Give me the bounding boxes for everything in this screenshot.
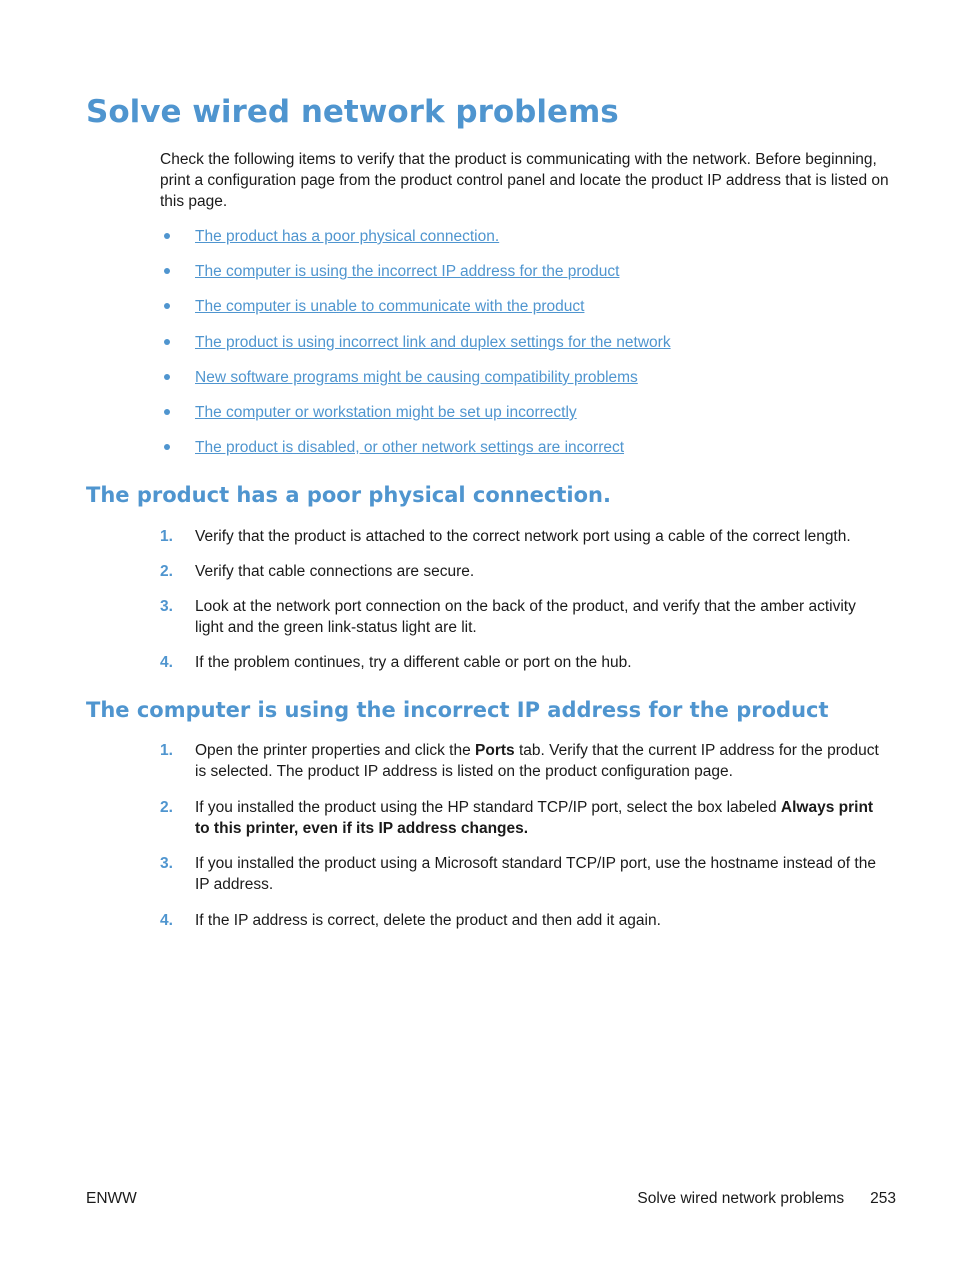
- step-text: If you installed the product using a Microsoft standard TCP/IP port, use the hostname instead of the IP address.: [195, 855, 876, 893]
- page-title: Solve wired network problems: [86, 94, 619, 130]
- bullet-icon: [164, 303, 170, 309]
- step-number: 3.: [160, 855, 173, 872]
- step-text-part: Open the printer properties and click the: [195, 742, 476, 759]
- bullet-icon: [164, 374, 170, 380]
- bullet-icon: [164, 233, 170, 239]
- step-text: Look at the network port connection on the back of the product, and verify that the amber activity light and the green link-status light are lit.: [195, 598, 856, 636]
- link-poor-physical-connection[interactable]: The product has a poor physical connection.: [195, 228, 500, 245]
- footer-section-title: Solve wired network problems: [637, 1190, 845, 1207]
- list-item: [160, 437, 900, 472]
- list-item: [160, 226, 900, 261]
- step-item: [160, 910, 880, 931]
- section-heading-incorrect-ip: The computer is using the incorrect IP address for the product: [86, 698, 829, 722]
- step-number: 1.: [160, 742, 173, 759]
- list-item: [160, 296, 900, 331]
- page-number: 253: [870, 1190, 896, 1207]
- step-number: 1.: [160, 528, 173, 545]
- list-item: [160, 332, 900, 367]
- step-text: Verify that the product is attached to the correct network port using a cable of the correct length.: [195, 528, 851, 545]
- footer-left-label: ENWW: [86, 1190, 137, 1207]
- bullet-icon: [164, 444, 170, 450]
- step-text: If the IP address is correct, delete the product and then add it again.: [195, 911, 661, 929]
- step-text: If the problem continues, try a different cable or port on the hub.: [195, 654, 632, 671]
- step-text: Verify that cable connections are secure.: [195, 563, 475, 580]
- link-link-duplex-settings[interactable]: The product is using incorrect link and duplex settings for the network: [195, 333, 671, 351]
- topic-link-list: [160, 226, 900, 472]
- always-print-option-label: Always print to this printer, even if its IP address changes.: [195, 798, 874, 837]
- list-item: [160, 402, 900, 437]
- incorrect-ip-steps: [160, 740, 880, 945]
- footer-right: [637, 1188, 896, 1209]
- step-number: 4.: [160, 654, 173, 671]
- bullet-icon: [164, 409, 170, 415]
- step-number: 3.: [160, 598, 173, 615]
- step-item: [160, 652, 880, 673]
- step-text: [195, 799, 873, 837]
- step-item: [160, 853, 880, 895]
- step-number: 2.: [160, 563, 173, 580]
- step-text: [195, 742, 879, 780]
- step-number: 4.: [160, 911, 173, 929]
- link-software-compatibility[interactable]: New software programs might be causing compatibility problems: [195, 368, 638, 386]
- step-item: [160, 561, 880, 582]
- step-item: [160, 797, 880, 839]
- step-text-part: tab. Verify that the current IP address for the product is selected. The product IP address is listed on the product configuration page.: [195, 742, 879, 780]
- step-item: [160, 596, 880, 638]
- step-item: [160, 740, 880, 782]
- ports-tab-label: Ports: [475, 742, 515, 759]
- step-item: [160, 526, 880, 547]
- bullet-icon: [164, 268, 170, 274]
- list-item: [160, 367, 900, 402]
- step-number: 2.: [160, 798, 173, 816]
- section-heading-physical-connection: The product has a poor physical connection.: [86, 483, 611, 507]
- list-item: [160, 261, 900, 296]
- link-product-disabled[interactable]: The product is disabled, or other network settings are incorrect: [195, 439, 625, 457]
- step-text-part: If you installed the product using the HP standard TCP/IP port, select the box labeled: [195, 798, 781, 816]
- link-workstation-setup[interactable]: The computer or workstation might be set up incorrectly: [195, 403, 577, 421]
- link-unable-to-communicate[interactable]: The computer is unable to communicate with the product: [195, 298, 585, 316]
- physical-connection-steps: [160, 526, 880, 687]
- intro-paragraph: Check the following items to verify that the product is communicating with the network. Before beginning, print a configuration page from the product control panel and locate the product IP address that is listed on this page.: [160, 151, 889, 210]
- link-incorrect-ip-address[interactable]: The computer is using the incorrect IP address for the product: [195, 263, 620, 281]
- bullet-icon: [164, 339, 170, 345]
